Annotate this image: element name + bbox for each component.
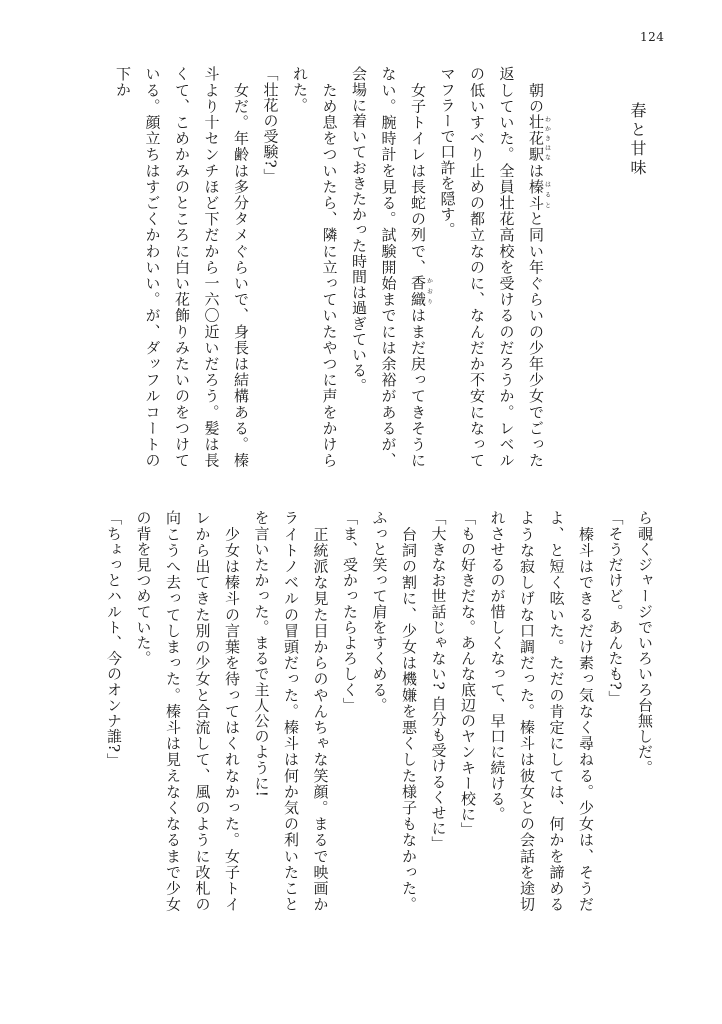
- text-run: 台詞の割に、少女は機嫌を悪くした様子もなかった。ふっと笑って肩をすくめる。: [370, 510, 418, 912]
- paragraph: [128, 510, 246, 912]
- text-run: 女子トイレは長蛇の列で、: [409, 82, 427, 276]
- upper-text-block: [108, 66, 551, 468]
- lower-text-block: [99, 510, 660, 912]
- text-run: はまだ戻ってきそうにない。腕時計を見る。試験開始までには余裕があるが、会場に着いておきたかった時間は過ぎている。: [350, 66, 427, 469]
- dialogue: 「大きなお世話じゃない? 自分も受けるくせに」: [429, 510, 448, 852]
- paragraph: [108, 66, 256, 468]
- paragraph: ら覗くジャージでいろいろ台無しだ。: [636, 510, 654, 776]
- text-run: 女だ。年齢は多分タメぐらいで、身長は結構ある。榛斗より十センチほど下だから一六〇近いだろう。髪は長くて、こめかみのところに白い花飾りみたいのをつけている。顔立ちはすごくかわいい。が、ダッフルコートの下か: [114, 66, 250, 468]
- dialogue: 「もの好きだな。あんな底辺のヤンキー校に」: [459, 510, 477, 838]
- ruby-word: [527, 114, 551, 163]
- paragraph: [344, 66, 433, 468]
- ruby-base: 香織: [409, 275, 427, 308]
- text-run: ため息をついたら、隣に立っていたやつに声をかけられた。: [291, 66, 339, 468]
- text-run: 朝の: [527, 82, 545, 115]
- paragraph: [246, 510, 335, 912]
- dialogue: 「壮花の受験?」: [261, 66, 280, 184]
- text-run: は: [527, 162, 545, 179]
- chapter-title: 春と甘味: [628, 102, 647, 178]
- dialogue: 「そうだけど。あんたも?」: [606, 510, 625, 706]
- text-run: 少女は榛斗の言葉を待ってはくれなかった。女子トイレから出てきた別の少女と合流して、風のように改札の向こうへ去ってしまった。榛斗は見えなくなるまで少女の背を見つめていた。: [134, 510, 241, 912]
- dialogue: 「ちょっとハルト、今のオンナ誰?」: [105, 510, 123, 769]
- ruby-reading: わかきはな: [543, 114, 551, 163]
- paragraph: [432, 66, 550, 468]
- page-number: 124: [640, 30, 665, 44]
- ruby-reading: かおり: [425, 275, 433, 308]
- dialogue: 「ま、受かったらよろしく」: [341, 510, 359, 713]
- ruby-base: 榛斗: [527, 178, 545, 211]
- text-run: 正統派な見た目からのやんちゃな笑顔。まるで映画かライトノベルの冒頭だった。榛斗は何か気の利いたことを言いたかった。まるで主人公のように!: [252, 510, 330, 912]
- text-run: 榛斗はできるだけ素っ気なく尋ねる。少女は、そうだよ、と短く呟いた。ただの肯定にしては、何かを諦めるような寂しげな口調だった。榛斗は彼女との会話を途切れさせるのが惜しくなって、早口に続ける。: [488, 510, 595, 912]
- paragraph: [364, 510, 423, 912]
- ruby-word: [409, 275, 433, 308]
- ruby-base: 壮花駅: [527, 114, 545, 163]
- ruby-word: [527, 178, 551, 211]
- paragraph: [482, 510, 600, 912]
- paragraph: [285, 66, 344, 468]
- ruby-reading: はると: [543, 178, 551, 211]
- text-run: と同い年ぐらいの少年少女でごった返していた。全員壮花高校を受けるのだろうか。レベルの低いすべり止めの都立なのに、なんだか不安になってマフラーで口許を隠す。: [438, 66, 545, 468]
